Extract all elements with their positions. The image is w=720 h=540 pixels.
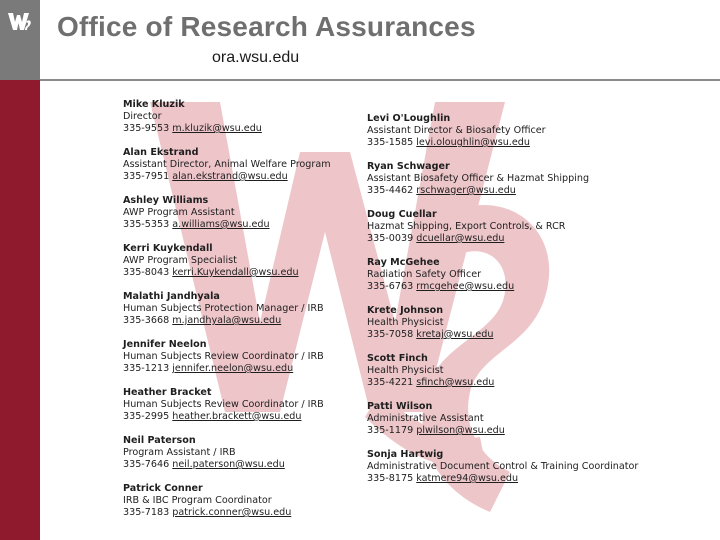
contact-phone: 335-9553 [123,123,170,134]
contact-title: Assistant Director & Biosafety Officer [367,125,546,136]
contact-title: Radiation Safety Officer [367,269,482,280]
contact-card [123,195,353,231]
contact-card [123,99,353,135]
contact-title: AWP Program Specialist [123,255,237,266]
contact-email-link[interactable]: m.jandhyala@wsu.edu [172,315,282,326]
contact-phone: 335-6763 [367,281,414,292]
contact-phone-email-line [367,185,677,197]
contact-phone-email-line [367,377,677,389]
logo-box [0,0,40,80]
contact-title: Assistant Director, Animal Welfare Program [123,159,331,170]
contact-title: Administrative Document Control & Training Coordinator [367,461,639,472]
contact-phone: 335-7646 [123,459,170,470]
contact-phone: 335-1179 [367,425,414,436]
contact-title: Health Physicist [367,317,444,328]
contacts-left-column [123,99,353,531]
contact-card [123,339,353,375]
contact-phone-email-line [123,267,353,279]
contact-name: Patrick Conner [123,483,203,494]
contact-card [367,353,677,389]
contact-phone-email-line [123,219,353,231]
contact-phone-email-line [123,411,353,423]
contact-phone-email-line [123,459,353,471]
contact-name: Jennifer Neelon [123,339,207,350]
contact-phone: 335-1585 [367,137,414,148]
contact-card [367,305,677,341]
contact-name: Levi O'Loughlin [367,113,451,124]
contact-email-link[interactable]: patrick.conner@wsu.edu [172,507,292,518]
contact-name: Ashley Williams [123,195,209,206]
contact-email-link[interactable]: rschwager@wsu.edu [416,185,516,196]
contact-phone-email-line [367,425,677,437]
contact-phone-email-line [123,315,353,327]
contact-name: Mike Kluzik [123,99,185,110]
contact-email-link[interactable]: m.kluzik@wsu.edu [172,123,262,134]
contact-name: Krete Johnson [367,305,444,316]
contact-phone: 335-0039 [367,233,414,244]
contact-phone-email-line [367,329,677,341]
contact-phone: 335-7951 [123,171,170,182]
contact-card [123,387,353,423]
contact-name: Ray McGehee [367,257,440,268]
contact-email-link[interactable]: neil.paterson@wsu.edu [172,459,285,470]
page-subtitle: ora.wsu.edu [212,49,300,66]
contact-email-link[interactable]: katmere94@wsu.edu [416,473,519,484]
sidebar-band [0,0,40,540]
contact-card [367,161,677,197]
contact-email-link[interactable]: a.williams@wsu.edu [172,219,270,230]
contact-email-link[interactable]: kerri.Kuykendall@wsu.edu [172,267,299,278]
page-title: Office of Research Assurances [57,11,476,42]
contact-phone-email-line [367,281,677,293]
contact-title: Program Assistant / IRB [123,447,236,458]
contact-card [123,435,353,471]
contact-phone-email-line [123,507,353,519]
contact-email-link[interactable]: dcuellar@wsu.edu [416,233,505,244]
contact-email-link[interactable]: rmcgehee@wsu.edu [416,281,515,292]
header-divider [40,79,720,81]
contact-card [123,483,353,519]
contact-card [123,147,353,183]
contact-name: Kerri Kuykendall [123,243,213,254]
contact-name: Neil Paterson [123,435,196,446]
contact-email-link[interactable]: jennifer.neelon@wsu.edu [172,363,294,374]
contact-phone-email-line [367,233,677,245]
contact-name: Heather Bracket [123,387,212,398]
contact-title: IRB & IBC Program Coordinator [123,495,272,506]
contact-phone: 335-7058 [367,329,414,340]
contact-title: Administrative Assistant [367,413,484,424]
contact-title: Assistant Biosafety Officer & Hazmat Shipping [367,173,590,184]
contact-card [367,209,677,245]
contact-phone-email-line [123,171,353,183]
contact-name: Doug Cuellar [367,209,437,220]
contact-phone-email-line [123,363,353,375]
contact-phone: 335-4462 [367,185,414,196]
contact-name: Sonja Hartwig [367,449,444,460]
contact-title: Human Subjects Review Coordinator / IRB [123,351,324,362]
contact-phone: 335-3668 [123,315,170,326]
contact-card [367,449,677,485]
contact-phone: 335-7183 [123,507,170,518]
wsu-logo-icon [6,8,34,36]
contact-email-link[interactable]: alan.ekstrand@wsu.edu [172,171,288,182]
contact-phone: 335-8043 [123,267,170,278]
contact-title: Hazmat Shipping, Export Controls, & RCR [367,221,566,232]
contact-title: Health Physicist [367,365,444,376]
contact-title: AWP Program Assistant [123,207,235,218]
contact-card [123,291,353,327]
contact-title: Human Subjects Review Coordinator / IRB [123,399,324,410]
contact-name: Alan Ekstrand [123,147,199,158]
contact-email-link[interactable]: sfinch@wsu.edu [416,377,495,388]
contact-card [367,257,677,293]
contact-title: Director [123,111,162,122]
contact-card [123,243,353,279]
contact-email-link[interactable]: plwilson@wsu.edu [416,425,505,436]
contact-email-link[interactable]: levi.oloughlin@wsu.edu [416,137,530,148]
contact-phone: 335-5353 [123,219,170,230]
contact-phone: 335-8175 [367,473,414,484]
contact-phone-email-line [367,473,677,485]
contact-email-link[interactable]: heather.brackett@wsu.edu [172,411,302,422]
contact-name: Ryan Schwager [367,161,450,172]
contact-title: Human Subjects Protection Manager / IRB [123,303,324,314]
contact-name: Malathi Jandhyala [123,291,220,302]
contact-phone: 335-4221 [367,377,414,388]
contacts-right-column [367,113,677,497]
contact-phone: 335-1213 [123,363,170,374]
contact-name: Scott Finch [367,353,428,364]
contact-phone-email-line [367,137,677,149]
contact-name: Patti Wilson [367,401,433,412]
contact-card [367,113,677,149]
contact-card [367,401,677,437]
contact-phone-email-line [123,123,353,135]
contact-email-link[interactable]: kretaj@wsu.edu [416,329,494,340]
contact-phone: 335-2995 [123,411,170,422]
